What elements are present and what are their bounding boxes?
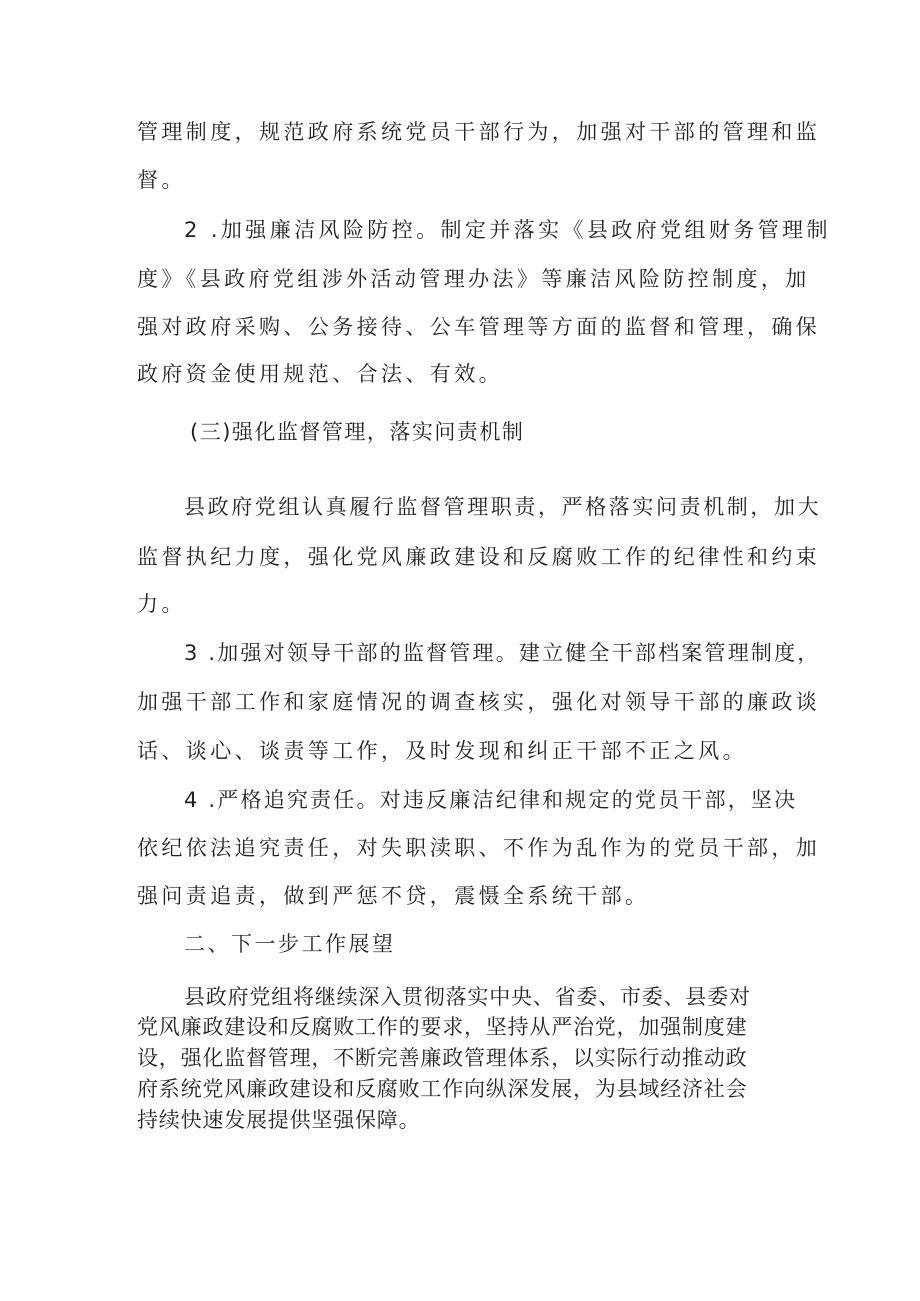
paragraph-6-line-4: 府系统党风廉政建设和反腐败工作向纵深发展，为县域经济社会	[137, 1077, 748, 1101]
section-heading-3: (三)强化监督管理，落实问责机制	[190, 420, 525, 444]
paragraph-1-line-1: 管理制度，规范政府系统党员干部行为，加强对干部的管理和监	[137, 120, 821, 144]
paragraph-6-line-3: 设，强化监督管理，不断完善廉政管理体系，以实际行动推动政	[137, 1046, 748, 1070]
paragraph-5-line-3: 强问责追责，做到严惩不贷，震慑全系统干部。	[137, 884, 650, 908]
paragraph-1-line-2: 督。	[137, 168, 186, 192]
paragraph-3-line-3: 力。	[137, 592, 186, 616]
paragraph-3-line-1: 县政府党组认真履行监督管理职责，严格落实问责机制，加大	[184, 495, 822, 519]
paragraph-4-line-3: 话、谈心、谈责等工作，及时发现和纠正干部不正之风。	[137, 739, 747, 763]
paragraph-2-line-1: 2 .加强廉洁风险防控。制定并落实《县政府党组财务管理制	[184, 218, 831, 242]
paragraph-2-line-3: 强对政府采购、公务接待、公车管理等方面的监督和管理，确保	[137, 315, 821, 339]
paragraph-6-line-5: 持续快速发展提供坚强保障。	[137, 1108, 421, 1132]
paragraph-3-line-2: 监督执纪力度，强化党风廉政建设和反腐败工作的纪律性和约束	[137, 545, 821, 569]
paragraph-4-line-1: 3 .加强对领导干部的监督管理。建立健全干部档案管理制度，	[184, 641, 821, 665]
paragraph-6-line-2: 党风廉政建设和反腐败工作的要求，坚持从严治党，加强制度建	[137, 1015, 748, 1039]
section-heading-2: 二、下一步工作展望	[184, 932, 396, 956]
paragraph-6-line-1: 县政府党组将继续深入贯彻落实中央、省委、市委、县委对	[184, 985, 751, 1009]
paragraph-5-line-1: 4 .严格追究责任。对违反廉洁纪律和规定的党员干部，坚决	[184, 788, 798, 812]
paragraph-4-line-2: 加强干部工作和家庭情况的调查核实，强化对领导干部的廉政谈	[137, 690, 821, 714]
paragraph-2-line-4: 政府资金使用规范、合法、有效。	[137, 362, 503, 386]
paragraph-2-line-2: 度》《县政府党组涉外活动管理办法》等廉洁风险防控制度，加	[137, 267, 810, 291]
paragraph-5-line-2: 依纪依法追究责任，对失职渎职、不作为乱作为的党员干部，加	[137, 836, 821, 860]
